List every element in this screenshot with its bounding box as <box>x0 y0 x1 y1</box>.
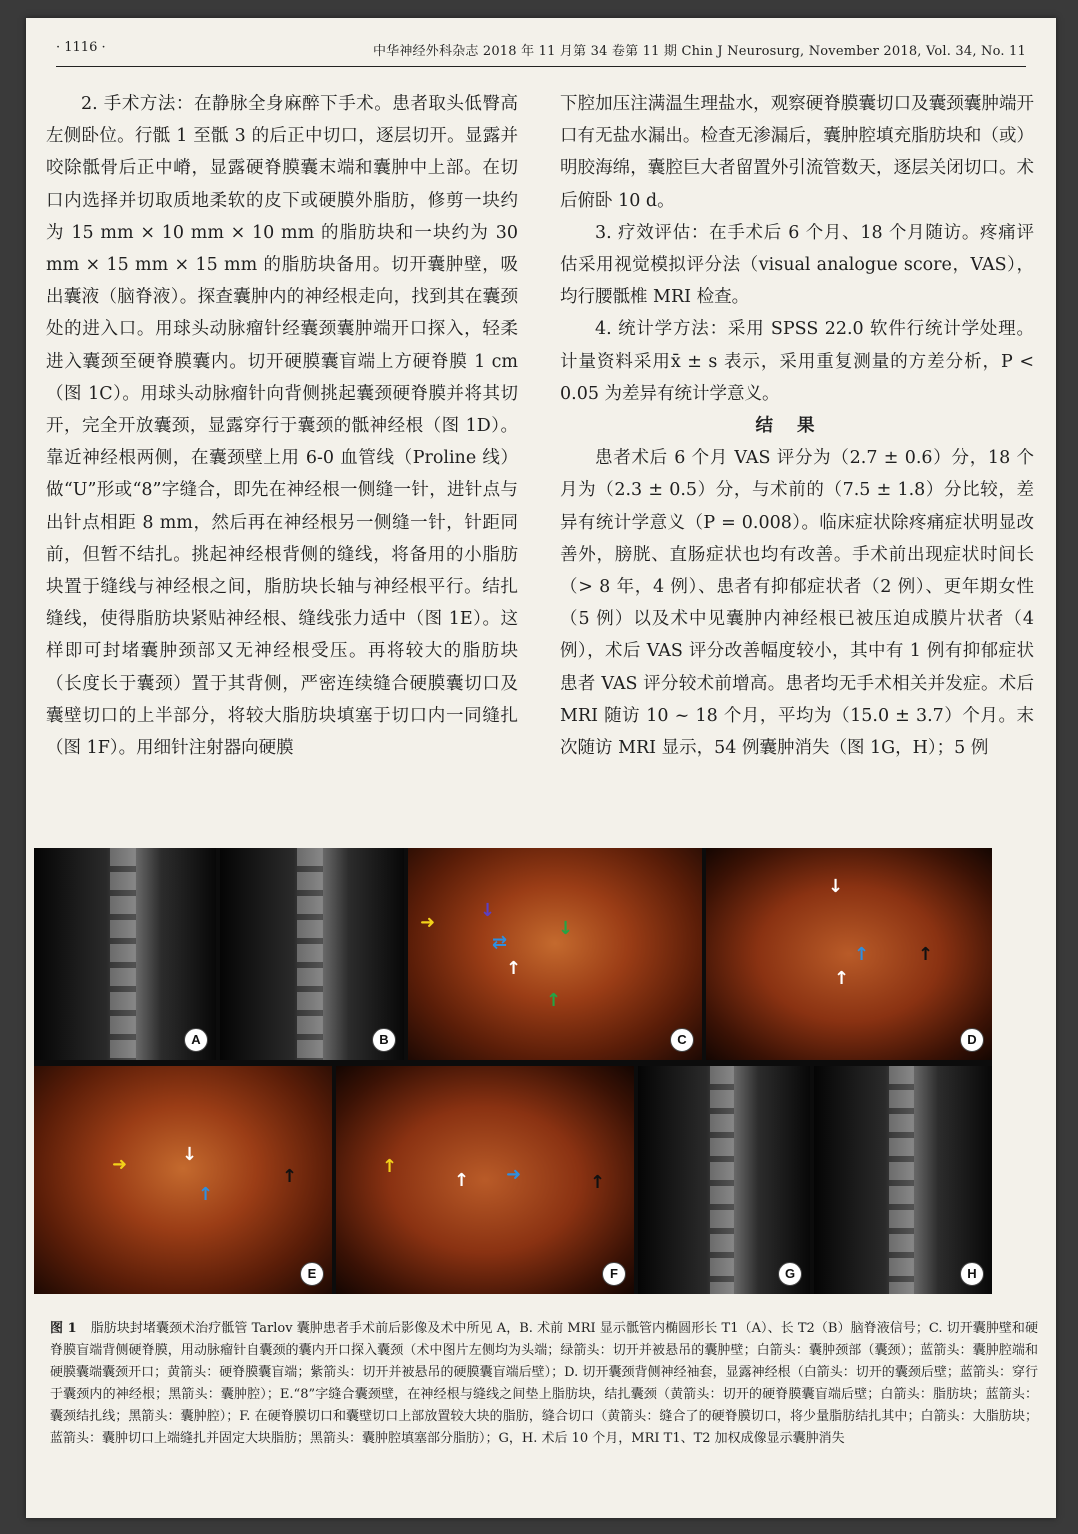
methods-continued-paragraph: 下腔加压注满温生理盐水，观察硬脊膜囊切口及囊颈囊肿端开口有无盐水漏出。检查无渗漏后，囊肿腔填充脂肪块和（或）明胶海绵，囊腔巨大者留置外引流管数天，逐层关闭切口。术后俯卧 10 d。 <box>560 94 1034 211</box>
mri-panel-a <box>34 848 216 1060</box>
white-arrow-icon: ↑ <box>506 958 522 979</box>
green-arrow-icon: ↓ <box>558 918 574 939</box>
mri-panel-b <box>220 848 404 1060</box>
page-number: · 1116 · <box>56 40 106 55</box>
running-header <box>56 38 1026 67</box>
white-arrow-icon: ↓ <box>182 1144 198 1165</box>
caption-label: 图 1 <box>50 1321 77 1336</box>
black-arrow-icon: ↑ <box>918 944 934 965</box>
surgery-panel-d <box>706 848 992 1060</box>
figure-1 <box>34 848 992 1294</box>
figure-caption <box>50 1318 1038 1450</box>
surgery-panel-e <box>34 1066 332 1294</box>
yellow-arrow-icon: ➜ <box>420 912 436 933</box>
surgery-panel-c <box>408 848 702 1060</box>
panel-label-c: C <box>670 1028 694 1052</box>
white-arrow-icon: ↑ <box>834 968 850 989</box>
journal-title: 中华神经外科杂志 2018 年 11 月第 34 卷第 11 期 Chin J Neurosurg, November 2018, Vol. 34, No. 11 <box>372 44 1026 59</box>
panel-label-b: B <box>372 1028 396 1052</box>
right-column <box>560 88 1034 764</box>
methods-surgery-paragraph: 2. 手术方法：在静脉全身麻醉下手术。患者取头低臀高左侧卧位。行骶 1 至骶 3 的后正中切口，逐层切开。显露并咬除骶骨后正中嵴，显露硬脊膜囊末端和囊肿中上部。在切口内选择并切取质地柔软的皮下或硬膜外脂肪，修剪一块约为 15 mm × 10 mm × 10 mm 的脂肪块和一块约为 30 mm × 15 mm × 15 mm 的脂肪块备用。切开囊肿壁，吸出囊液（脑脊液）。探查囊肿内的神经根走向，找到其在囊颈处的进入口。用球头动脉瘤针经囊颈囊肿端开口探入，轻柔进入囊颈至硬脊膜囊内。切开硬膜囊盲端上方硬脊膜 1 cm（图 1C）。用球头动脉瘤针向背侧挑起囊颈硬脊膜并将其切开，完全开放囊颈，显露穿行于囊颈的骶神经根（图 1D）。靠近神经根两侧，在囊颈壁上用 6-0 血管线（Proline 线）做“U”形或“8”字缝合，即先在神经根一侧缝一针，进针点与出针点相距 8 mm，然后再在神经根另一侧缝一针，针距同前，但暂不结扎。挑起神经根背侧的缝线，将备用的小脂肪块置于缝线与神经根之间，脂肪块长轴与神经根平行。结扎缝线，使得脂肪块紧贴神经根、缝线张力适中（图 1E）。这样即可封堵囊肿颈部又无神经根受压。再将较大的脂肪块（长度长于囊颈）置于其背侧，严密连续缝合硬膜囊切口及囊壁切口的上半部分，将较大脂肪块填塞于切口内一同缝扎（图 1F）。用细针注射器向硬膜 <box>46 94 518 759</box>
statistics-paragraph: 4. 统计学方法：采用 SPSS 22.0 软件行统计学处理。计量资料采用x̄ ± s 表示，采用重复测量的方差分析，P < 0.05 为差异有统计学意义。 <box>560 319 1034 404</box>
green-arrow-icon: ↑ <box>546 990 562 1011</box>
blue-arrow-icon: ↑ <box>854 944 870 965</box>
mri-panel-h <box>814 1066 992 1294</box>
results-heading: 结果 <box>755 416 839 437</box>
panel-label-e: E <box>300 1262 324 1286</box>
yellow-arrow-icon: ➜ <box>112 1154 128 1175</box>
white-arrow-icon: ↓ <box>828 876 844 897</box>
results-paragraph: 患者术后 6 个月 VAS 评分为（2.7 ± 0.6）分，18 个月为（2.3 ± 0.5）分，与术前的（7.5 ± 1.8）分比较，差异有统计学意义（P = 0.008）。临床症状除疼痛症状明显改善外，膀胱、直肠症状也均有改善。手术前出现症状时间长（> 8 年，4 例）、患者有抑郁症状者（2 例）、更年期女性（5 例）以及术中见囊肿内神经根已被压迫成膜片状者（4 例），术后 VAS 评分改善幅度较小，其中有 1 例有抑郁症状患者 VAS 评分较术前增高。患者均无手术相关并发症。术后 MRI 随访 10 ~ 18 个月，平均为（15.0 ± 3.7）个月。末次随访 MRI 显示，54 例囊肿消失（图 1G，H）；5 例 <box>560 448 1034 759</box>
panel-label-f: F <box>602 1262 626 1286</box>
evaluation-paragraph: 3. 疗效评估：在手术后 6 个月、18 个月随访。疼痛评估采用视觉模拟评分法（visual analogue score，VAS），均行腰骶椎 MRI 检查。 <box>560 222 1034 308</box>
blue-arrow-icon: ⇄ <box>492 932 508 953</box>
blue-arrow-icon: ↑ <box>198 1184 214 1205</box>
white-arrow-icon: ↑ <box>454 1170 470 1191</box>
panel-label-a: A <box>184 1028 208 1052</box>
caption-text: 脂肪块封堵囊颈术治疗骶管 Tarlov 囊肿患者手术前后影像及术中所见 A，B. 术前 MRI 显示骶管内椭圆形长 T1（A）、长 T2（B）脑脊液信号；C. 切开囊肿壁和硬脊膜盲端背侧硬脊膜，用动脉瘤针自囊颈的囊内开口探入囊颈（术中图片左侧均为头端；绿箭头：切开并被悬吊的囊肿壁；白箭头：囊肿颈部（囊颈）；蓝箭头：囊肿腔端和硬膜囊端囊颈开口；黄箭头：硬脊膜囊盲端；紫箭头：切开并被悬吊的硬膜囊盲端后壁）；D. 切开囊颈背侧神经袖套，显露神经根（白箭头：切开的囊颈后壁；蓝箭头：穿行于囊颈内的神经根；黑箭头：囊肿腔）；E.“8”字缝合囊颈壁，在神经根与缝线之间垫上脂肪块，结扎囊颈（黄箭头：切开的硬脊膜囊盲端后壁；白箭头：脂肪块；蓝箭头：囊颈结扎线；黑箭头：囊肿腔）；F. 在硬脊膜切口和囊壁切口上部放置较大块的脂肪，缝合切口（黄箭头：缝合了的硬脊膜切口，将少量脂肪结扎其中；白箭头：大脂肪块；蓝箭头：囊肿切口上端缝扎并固定大块脂肪；黑箭头：囊肿腔填塞部分脂肪）；G，H. 术后 10 个月，MRI T1、T2 加权成像显示囊肿消失 <box>50 1321 1038 1446</box>
black-arrow-icon: ↑ <box>282 1166 298 1187</box>
yellow-arrow-icon: ↑ <box>382 1156 398 1177</box>
panel-label-g: G <box>778 1262 802 1286</box>
surgery-panel-f <box>336 1066 634 1294</box>
panel-label-d: D <box>960 1028 984 1052</box>
black-arrow-icon: ↑ <box>590 1172 606 1193</box>
left-column <box>46 88 518 764</box>
purple-arrow-icon: ↓ <box>480 900 496 921</box>
panel-label-h: H <box>960 1262 984 1286</box>
blue-arrow-icon: ➜ <box>506 1164 522 1185</box>
mri-panel-g <box>638 1066 810 1294</box>
